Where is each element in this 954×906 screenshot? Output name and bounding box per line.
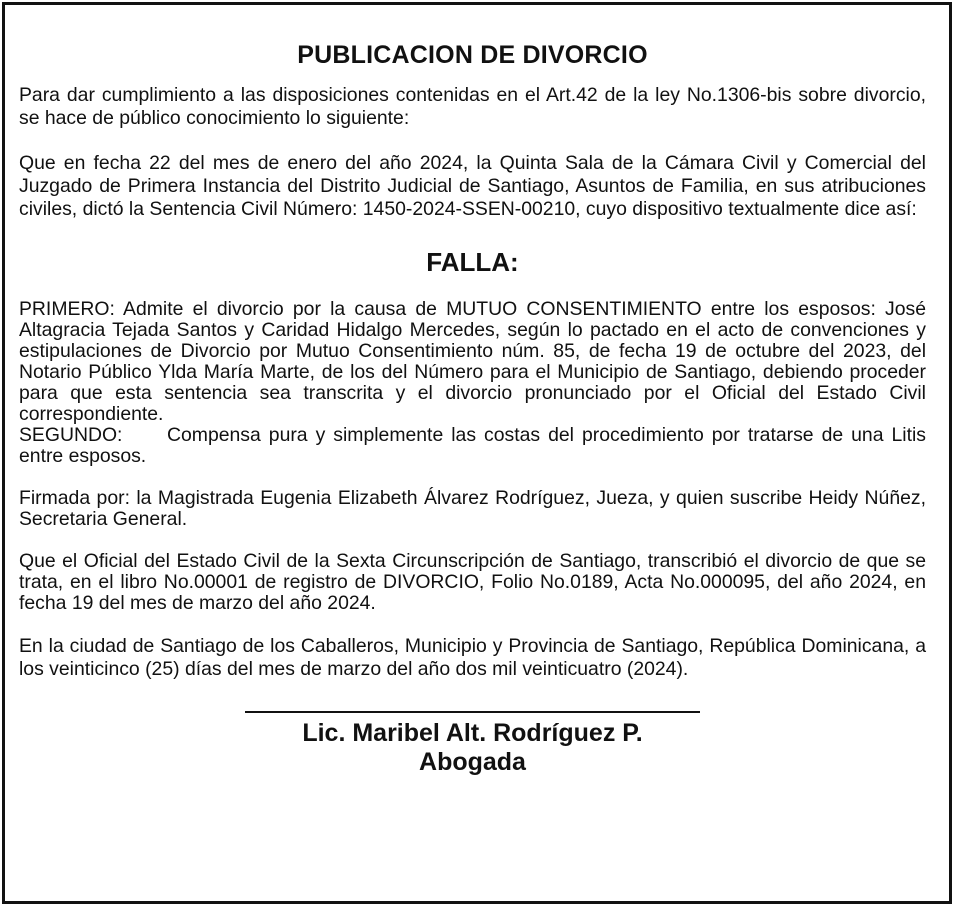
segundo-paragraph <box>19 425 926 467</box>
notice-title: PUBLICACION DE DIVORCIO <box>297 41 648 69</box>
spacer <box>19 130 926 152</box>
spacer <box>19 467 926 488</box>
segundo-text: Compensa pura y simplemente las costas del procedimiento por tratarse de una Litis entre esposos. <box>19 424 926 467</box>
intro-paragraph: Para dar cumplimiento a las disposiciones contenidas en el Art.42 de la ley No.1306-bis sobre divorcio, se hace de público conocimiento lo siguiente: <box>19 84 926 129</box>
falla-heading: FALLA: <box>426 247 519 277</box>
transcription-paragraph: Que el Oficial del Estado Civil de la Sexta Circunscripción de Santiago, transcribió el divorcio de que se trata, en el libro No.00001 de registro de DIVORCIO, Folio No.0189, Acta No.000095, del año 2024, en fecha 19 del mes de marzo del año 2024. <box>19 550 926 614</box>
firmada-paragraph: Firmada por: la Magistrada Eugenia Elizabeth Álvarez Rodríguez, Jueza, y quien suscribe Heidy Núñez, Secretaria General. <box>19 487 926 530</box>
notice-content <box>19 40 926 777</box>
spacer <box>19 530 926 551</box>
signature-name: Lic. Maribel Alt. Rodríguez P. <box>302 719 643 747</box>
signature-line <box>245 711 700 713</box>
signature-role: Abogada <box>419 748 526 776</box>
spacer <box>19 614 926 635</box>
sentence-info-paragraph: Que en fecha 22 del mes de enero del año 2024, la Quinta Sala de la Cámara Civil y Comercial del Juzgado de Primera Instancia del Distrito Judicial de Santiago, Asuntos de Familia, en sus atribuciones civiles, dictó la Sentencia Civil Número: 1450-2024-SSEN-00210, cuyo dispositivo textualmente dice así: <box>19 152 926 220</box>
place-date-paragraph: En la ciudad de Santiago de los Caballeros, Municipio y Provincia de Santiago, República Dominicana, a los veinticinco (25) días del mes de marzo del año dos mil veinticuatro (2024). <box>19 635 926 680</box>
primero-paragraph: PRIMERO: Admite el divorcio por la causa de MUTUO CONSENTIMIENTO entre los esposos: José Altagracia Tejada Santos y Caridad Hidalgo Mercedes, según lo pactado en el acto de convenciones y estipulaciones de Divorcio por Mutuo Consentimiento núm. 85, de fecha 19 de octubre del 2023, del Notario Público Ylda María Marte, de los del Número para el Municipio de Santiago, debiendo proceder para que esta sentencia sea transcrita y el divorcio pronunciado por el Oficial del Estado Civil correspondiente. <box>19 298 926 425</box>
segundo-label: SEGUNDO: <box>19 424 123 446</box>
signature-block <box>19 711 926 777</box>
